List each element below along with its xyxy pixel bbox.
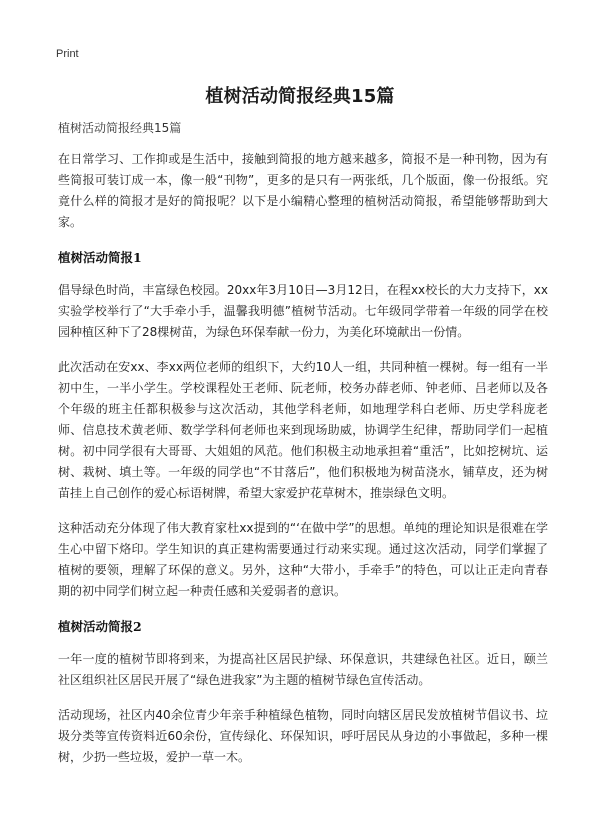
section-2-paragraph-2: 活动现场，社区内40余位青少年亲手种植绿色植物，同时向辖区居民发放植树节倡议书、垃圾分类等宣传资料近60余份，宣传绿化、环保知识，呼吁居民从身边的小事做起，多种一棵树，少扔一些垃圾，爱护一草一木。 bbox=[58, 708, 548, 764]
section-1-paragraph-1: 倡导绿色时尚，丰富绿色校园。20xx年3月10日—3月12日，在程xx校长的大力支持下，xx实验学校举行了“大手牵小手，温馨我明德”植树节活动。七年级同学带着一年级的同学在校园种植区种下了28棵树苗，为绿色环保奉献一份力，为美化环境献出一份情。 bbox=[58, 283, 548, 339]
article-subtitle: 植树活动简报经典15篇 bbox=[58, 121, 182, 135]
section-heading-2: 植树活动简报2 bbox=[58, 619, 142, 634]
section-1-paragraph-3: 这种活动充分体现了伟大教育家杜xx提到的“‘在做中学”的思想。单纯的理论知识是很难在学生心中留下烙印。学生知识的真正建构需要通过行动来实现。通过这次活动，同学们掌握了植树的要领，理解了环保的意义。另外，这种“大带小，手牵手”的特色，可以让正走向青春期的初中同学们树立起一种责任感和关爱弱者的意识。 bbox=[58, 521, 548, 598]
section-heading-1: 植树活动简报1 bbox=[58, 250, 142, 265]
print-link[interactable]: Print bbox=[56, 48, 79, 60]
section-1-paragraph-2: 此次活动在安xx、李xx两位老师的组织下，大约10人一组，共同种植一棵树。每一组有一半初中生，一半小学生。学校课程处王老师、阮老师，校务办薛老师、钟老师、吕老师以及各个年级的班主任都积极参与这次活动，其他学科老师，如地理学科白老师、历史学科庞老师、信息技术黄老师、数学学科何老师也来到现场助威，协调学生纪律，帮助同学们一起植树。初中同学很有大哥哥、大姐姐的风范。他们积极主动地承担着“重活”，比如挖树坑、运树、栽树、填土等。一年级的同学也“不甘落后”，他们积极地为树苗浇水，铺草皮，还为树苗挂上自己创作的爱心标语树牌，希望大家爱护花草树木，推崇绿色文明。 bbox=[58, 360, 548, 500]
intro-paragraph: 在日常学习、工作抑或是生活中，接触到简报的地方越来越多，简报不是一种刊物，因为有些简报可装订成一本，像一般“刊物”，更多的是只有一两张纸，几个版面，像一份报纸。究竟什么样的简报才是好的简报呢？以下是小编精心整理的植树活动简报，希望能够帮助到大家。 bbox=[58, 152, 548, 229]
page-title: 植树活动简报经典15篇 bbox=[205, 86, 395, 107]
section-2-paragraph-1: 一年一度的植树节即将到来，为提高社区居民护绿、环保意识，共建绿色社区。近日，颐兰社区组织社区居民开展了“绿色进我家”为主题的植树节绿色宣传活动。 bbox=[58, 652, 548, 687]
article-body bbox=[58, 118, 548, 782]
